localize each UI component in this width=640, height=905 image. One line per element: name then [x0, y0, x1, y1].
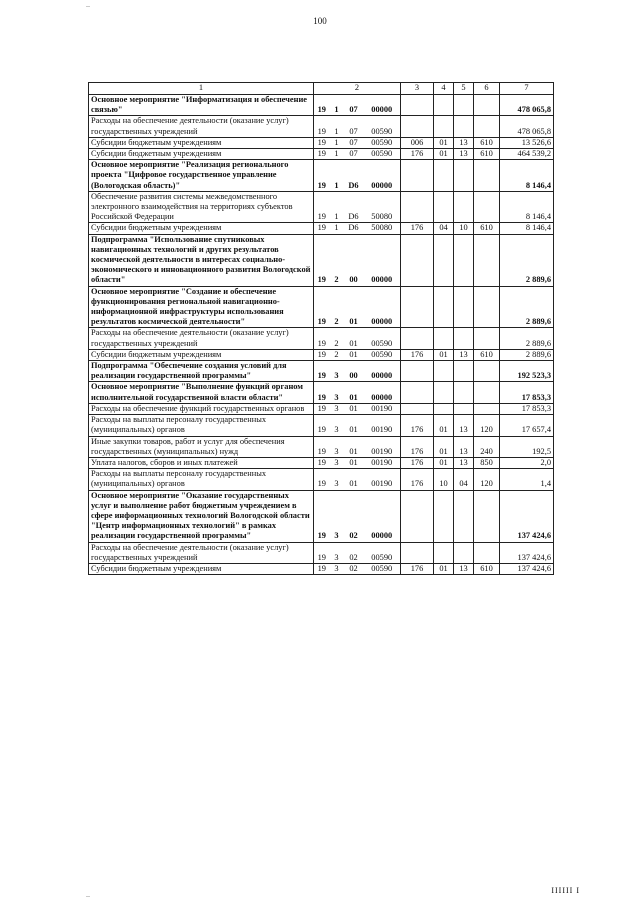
grbs-code [401, 95, 434, 116]
csr-event: D6 [344, 191, 364, 223]
csr-subprogram: 3 [330, 361, 344, 382]
row-name: Основное мероприятие "Оказание государственных услуг и выполнение работ бюджетным учреждением в сфере информационных технологий Вологодской области "Центр информационных технологий" в рамках реализации государственной программы" [89, 490, 314, 542]
csr-direction: 00000 [364, 160, 401, 192]
csr-subprogram: 3 [330, 542, 344, 563]
csr-subprogram: 3 [330, 457, 344, 468]
grbs-code [401, 542, 434, 563]
section-code: 01 [434, 415, 454, 436]
csr-program: 19 [314, 95, 330, 116]
section-code [434, 361, 454, 382]
amount: 2 889,6 [500, 286, 554, 328]
csr-direction: 50080 [364, 223, 401, 234]
subsection-code: 13 [454, 457, 474, 468]
table-row [89, 149, 554, 160]
expense-type-code: 610 [474, 563, 500, 574]
csr-subprogram: 1 [330, 160, 344, 192]
subsection-code [454, 116, 474, 137]
amount: 13 526,6 [500, 137, 554, 148]
expense-type-code: 240 [474, 436, 500, 457]
row-name: Расходы на выплаты персоналу государственных (муниципальных) органов [89, 415, 314, 436]
csr-program: 19 [314, 563, 330, 574]
table-row [89, 361, 554, 382]
row-name: Основное мероприятие "Создание и обеспечение функционирования региональной навигационно-информационной инфраструктуры использования результатов космической деятельности" [89, 286, 314, 328]
csr-subprogram: 3 [330, 436, 344, 457]
table-row [89, 234, 554, 286]
csr-direction: 00000 [364, 286, 401, 328]
expense-type-code [474, 116, 500, 137]
table-row [89, 191, 554, 223]
section-code [434, 116, 454, 137]
grbs-code: 176 [401, 349, 434, 360]
csr-program: 19 [314, 490, 330, 542]
row-name: Субсидии бюджетным учреждениям [89, 223, 314, 234]
header-col-6: 6 [474, 83, 500, 95]
csr-program: 19 [314, 328, 330, 349]
csr-event: 01 [344, 436, 364, 457]
row-name: Расходы на обеспечение деятельности (оказание услуг) государственных учреждений [89, 542, 314, 563]
row-name: Субсидии бюджетным учреждениям [89, 137, 314, 148]
subsection-code: 13 [454, 563, 474, 574]
csr-subprogram: 3 [330, 403, 344, 414]
grbs-code [401, 490, 434, 542]
table-row [89, 286, 554, 328]
expense-type-code: 610 [474, 137, 500, 148]
table-row [89, 160, 554, 192]
csr-direction: 00190 [364, 436, 401, 457]
table-row [89, 328, 554, 349]
table-row [89, 490, 554, 542]
table-row [89, 469, 554, 490]
header-col-5: 5 [454, 83, 474, 95]
csr-program: 19 [314, 361, 330, 382]
subsection-code [454, 191, 474, 223]
grbs-code [401, 328, 434, 349]
csr-event: 07 [344, 137, 364, 148]
csr-subprogram: 3 [330, 563, 344, 574]
csr-subprogram: 1 [330, 95, 344, 116]
row-name: Расходы на обеспечение деятельности (оказание услуг) государственных учреждений [89, 116, 314, 137]
expense-type-code [474, 160, 500, 192]
expense-type-code [474, 234, 500, 286]
csr-event: D6 [344, 160, 364, 192]
section-code [434, 234, 454, 286]
csr-subprogram: 3 [330, 415, 344, 436]
grbs-code: 176 [401, 436, 434, 457]
csr-event: 01 [344, 349, 364, 360]
subsection-code [454, 403, 474, 414]
table-row [89, 382, 554, 403]
csr-program: 19 [314, 457, 330, 468]
csr-subprogram: 1 [330, 223, 344, 234]
csr-subprogram: 1 [330, 137, 344, 148]
subsection-code: 13 [454, 349, 474, 360]
section-code: 01 [434, 457, 454, 468]
csr-program: 19 [314, 542, 330, 563]
table-row [89, 563, 554, 574]
grbs-code [401, 403, 434, 414]
csr-subprogram: 1 [330, 191, 344, 223]
amount: 17 853,3 [500, 403, 554, 414]
expense-type-code: 610 [474, 149, 500, 160]
subsection-code [454, 234, 474, 286]
table-row [89, 542, 554, 563]
grbs-code: 006 [401, 137, 434, 148]
grbs-code [401, 116, 434, 137]
amount: 2,0 [500, 457, 554, 468]
section-code: 01 [434, 436, 454, 457]
csr-event: 07 [344, 149, 364, 160]
header-col-7: 7 [500, 83, 554, 95]
amount: 2 889,6 [500, 328, 554, 349]
row-name: Расходы на обеспечение функций государственных органов [89, 403, 314, 414]
table-row [89, 436, 554, 457]
section-code [434, 542, 454, 563]
grbs-code: 176 [401, 563, 434, 574]
expense-type-code: 120 [474, 469, 500, 490]
csr-direction: 00590 [364, 328, 401, 349]
csr-direction: 00190 [364, 415, 401, 436]
subsection-code [454, 490, 474, 542]
csr-program: 19 [314, 160, 330, 192]
csr-subprogram: 1 [330, 116, 344, 137]
expense-type-code: 120 [474, 415, 500, 436]
subsection-code [454, 382, 474, 403]
amount: 137 424,6 [500, 542, 554, 563]
row-name: Субсидии бюджетным учреждениям [89, 563, 314, 574]
csr-direction: 00000 [364, 382, 401, 403]
csr-direction: 00190 [364, 403, 401, 414]
csr-event: 01 [344, 457, 364, 468]
amount: 192,5 [500, 436, 554, 457]
expense-type-code [474, 490, 500, 542]
table-row [89, 403, 554, 414]
amount: 478 065,8 [500, 116, 554, 137]
header-col-3: 3 [401, 83, 434, 95]
row-name: Расходы на обеспечение деятельности (оказание услуг) государственных учреждений [89, 328, 314, 349]
subsection-code [454, 542, 474, 563]
csr-program: 19 [314, 349, 330, 360]
amount: 137 424,6 [500, 490, 554, 542]
csr-program: 19 [314, 436, 330, 457]
row-name: Подпрограмма "Обеспечение создания условий для реализации государственной программы" [89, 361, 314, 382]
subsection-code: 04 [454, 469, 474, 490]
amount: 8 146,4 [500, 160, 554, 192]
expense-type-code [474, 95, 500, 116]
section-code: 10 [434, 469, 454, 490]
grbs-code: 176 [401, 469, 434, 490]
table-header-row [89, 83, 554, 95]
csr-event: D6 [344, 223, 364, 234]
subsection-code: 13 [454, 149, 474, 160]
grbs-code [401, 382, 434, 403]
grbs-code: 176 [401, 223, 434, 234]
amount: 17 657,4 [500, 415, 554, 436]
grbs-code [401, 160, 434, 192]
csr-subprogram: 3 [330, 469, 344, 490]
subsection-code [454, 286, 474, 328]
csr-event: 00 [344, 234, 364, 286]
csr-event: 01 [344, 469, 364, 490]
csr-direction: 00590 [364, 563, 401, 574]
row-name: Подпрограмма "Использование спутниковых навигационных технологий и других результатов космической деятельности в интересах социально-экономического и инновационного развития Вологодской области" [89, 234, 314, 286]
csr-program: 19 [314, 415, 330, 436]
subsection-code [454, 160, 474, 192]
header-col-1: 1 [89, 83, 314, 95]
csr-program: 19 [314, 149, 330, 160]
grbs-code: 176 [401, 149, 434, 160]
grbs-code [401, 361, 434, 382]
row-name: Основное мероприятие "Реализация регионального проекта "Цифровое государственное управление (Вологодская область)" [89, 160, 314, 192]
budget-table [88, 82, 554, 575]
table-row [89, 223, 554, 234]
subsection-code: 13 [454, 436, 474, 457]
csr-subprogram: 2 [330, 286, 344, 328]
section-code [434, 328, 454, 349]
section-code: 01 [434, 563, 454, 574]
csr-program: 19 [314, 403, 330, 414]
amount: 2 889,6 [500, 349, 554, 360]
row-name: Основное мероприятие "Информатизация и обеспечение связью" [89, 95, 314, 116]
expense-type-code: 610 [474, 223, 500, 234]
table-row [89, 349, 554, 360]
csr-direction: 00590 [364, 137, 401, 148]
csr-event: 01 [344, 328, 364, 349]
csr-subprogram: 2 [330, 328, 344, 349]
amount: 17 853,3 [500, 382, 554, 403]
grbs-code [401, 286, 434, 328]
table-row [89, 415, 554, 436]
csr-event: 07 [344, 95, 364, 116]
csr-program: 19 [314, 137, 330, 148]
section-code: 01 [434, 349, 454, 360]
section-code [434, 403, 454, 414]
table-row [89, 457, 554, 468]
section-code [434, 95, 454, 116]
header-col-4: 4 [434, 83, 454, 95]
csr-program: 19 [314, 286, 330, 328]
csr-direction: 00000 [364, 490, 401, 542]
section-code [434, 191, 454, 223]
expense-type-code [474, 542, 500, 563]
row-name: Уплата налогов, сборов и иных платежей [89, 457, 314, 468]
section-code [434, 286, 454, 328]
csr-event: 01 [344, 382, 364, 403]
grbs-code: 176 [401, 415, 434, 436]
csr-direction: 00000 [364, 361, 401, 382]
expense-type-code [474, 286, 500, 328]
csr-direction: 00190 [364, 457, 401, 468]
header-col-2: 2 [314, 83, 401, 95]
csr-program: 19 [314, 382, 330, 403]
section-code [434, 490, 454, 542]
section-code: 01 [434, 149, 454, 160]
amount: 464 539,2 [500, 149, 554, 160]
amount: 8 146,4 [500, 223, 554, 234]
amount: 2 889,6 [500, 234, 554, 286]
csr-subprogram: 2 [330, 234, 344, 286]
row-name: Обеспечение развития системы межведомственного электронного взаимодействия на территориях субъектов Российской Федерации [89, 191, 314, 223]
csr-direction: 00590 [364, 116, 401, 137]
section-code: 04 [434, 223, 454, 234]
section-code [434, 382, 454, 403]
csr-program: 19 [314, 234, 330, 286]
subsection-code [454, 328, 474, 349]
csr-event: 02 [344, 542, 364, 563]
section-code [434, 160, 454, 192]
row-name: Субсидии бюджетным учреждениям [89, 149, 314, 160]
grbs-code [401, 191, 434, 223]
csr-subprogram: 3 [330, 490, 344, 542]
table-row [89, 116, 554, 137]
amount: 1,4 [500, 469, 554, 490]
amount: 8 146,4 [500, 191, 554, 223]
row-name: Субсидии бюджетным учреждениям [89, 349, 314, 360]
page-number: 100 [313, 16, 327, 26]
csr-program: 19 [314, 191, 330, 223]
csr-direction: 00590 [364, 149, 401, 160]
csr-program: 19 [314, 469, 330, 490]
table-row [89, 95, 554, 116]
csr-subprogram: 1 [330, 149, 344, 160]
csr-direction: 00000 [364, 95, 401, 116]
csr-direction: 00000 [364, 234, 401, 286]
expense-type-code: 610 [474, 349, 500, 360]
subsection-code [454, 361, 474, 382]
csr-direction: 00190 [364, 469, 401, 490]
csr-event: 07 [344, 116, 364, 137]
expense-type-code [474, 382, 500, 403]
csr-event: 02 [344, 490, 364, 542]
expense-type-code [474, 328, 500, 349]
csr-direction: 50080 [364, 191, 401, 223]
csr-direction: 00590 [364, 542, 401, 563]
table-row [89, 137, 554, 148]
amount: 192 523,3 [500, 361, 554, 382]
csr-event: 01 [344, 403, 364, 414]
csr-program: 19 [314, 223, 330, 234]
corner-mark-bottom: .. [86, 890, 90, 899]
csr-program: 19 [314, 116, 330, 137]
csr-event: 00 [344, 361, 364, 382]
grbs-code: 176 [401, 457, 434, 468]
grbs-code [401, 234, 434, 286]
row-name: Иные закупки товаров, работ и услуг для обеспечения государственных (муниципальных) нужд [89, 436, 314, 457]
expense-type-code [474, 191, 500, 223]
scan-code: IIIIII I [551, 886, 580, 895]
csr-event: 01 [344, 415, 364, 436]
csr-event: 02 [344, 563, 364, 574]
csr-direction: 00590 [364, 349, 401, 360]
csr-subprogram: 2 [330, 349, 344, 360]
subsection-code [454, 95, 474, 116]
subsection-code: 13 [454, 415, 474, 436]
row-name: Расходы на выплаты персоналу государственных (муниципальных) органов [89, 469, 314, 490]
expense-type-code [474, 361, 500, 382]
row-name: Основное мероприятие "Выполнение функций органом исполнительной государственной власти области" [89, 382, 314, 403]
amount: 137 424,6 [500, 563, 554, 574]
amount: 478 065,8 [500, 95, 554, 116]
corner-mark-top: .. [86, 0, 90, 9]
csr-subprogram: 3 [330, 382, 344, 403]
expense-type-code [474, 403, 500, 414]
expense-type-code: 850 [474, 457, 500, 468]
subsection-code: 10 [454, 223, 474, 234]
csr-event: 01 [344, 286, 364, 328]
subsection-code: 13 [454, 137, 474, 148]
section-code: 01 [434, 137, 454, 148]
